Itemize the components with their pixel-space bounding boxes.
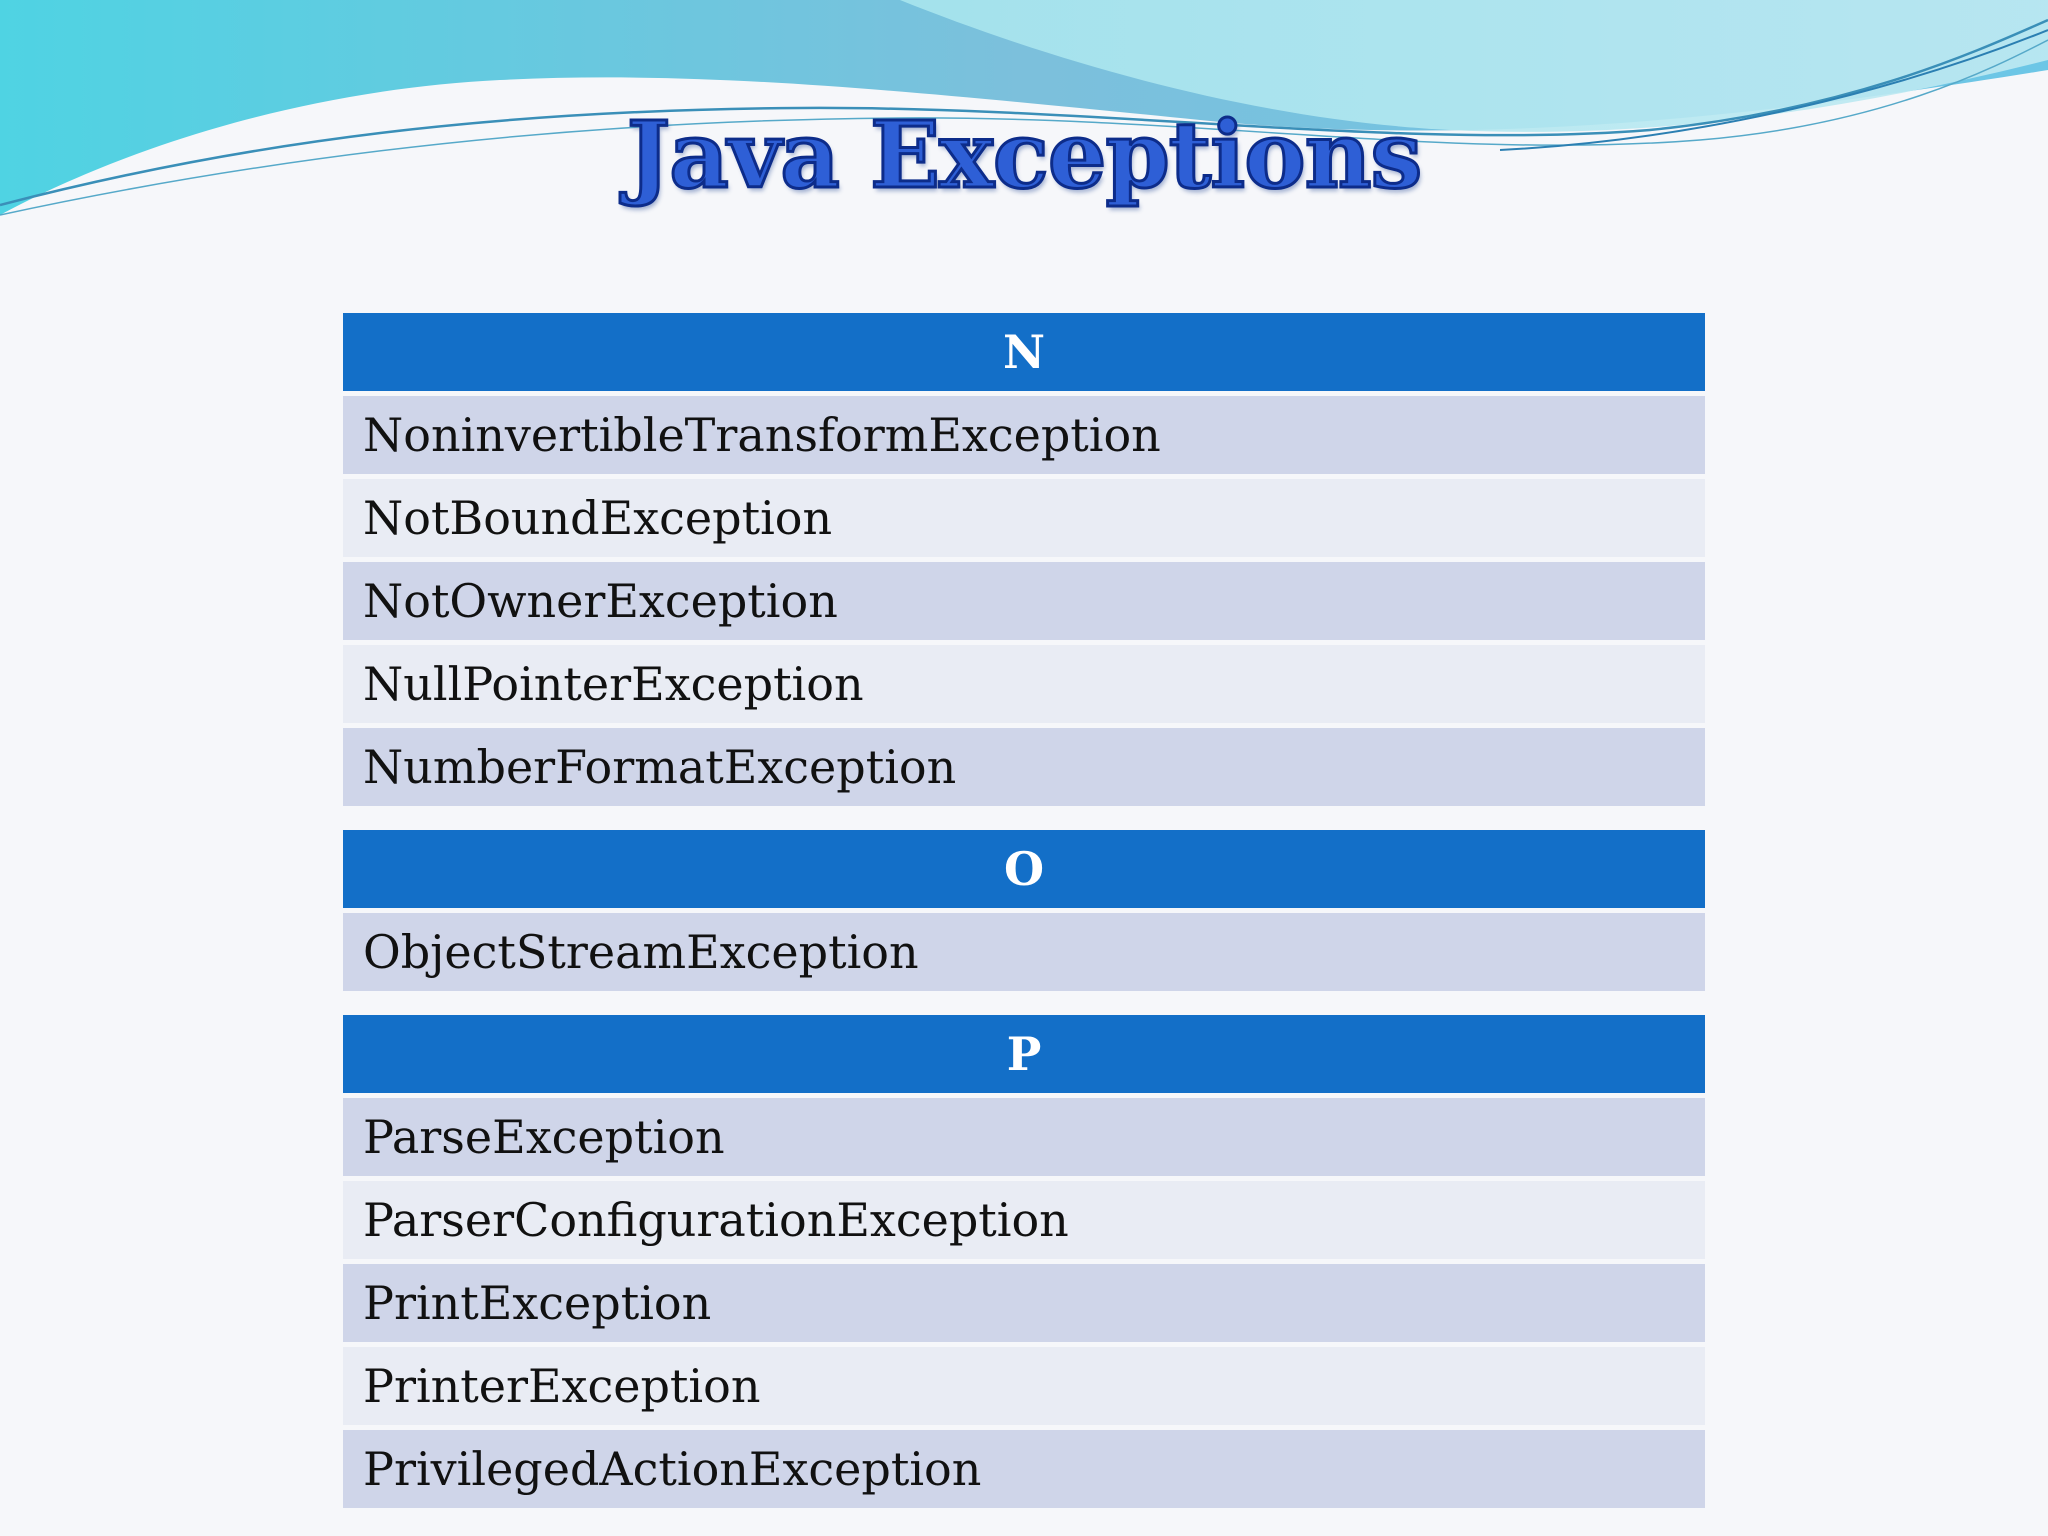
table-row: NotBoundException — [343, 479, 1705, 557]
table-row: ParseException — [343, 1098, 1705, 1176]
section-o — [343, 830, 1705, 991]
section-p — [343, 1015, 1705, 1508]
table-row: NoninvertibleTransformException — [343, 396, 1705, 474]
table-row: NotOwnerException — [343, 562, 1705, 640]
table-row: PrinterException — [343, 1347, 1705, 1425]
table-row: ParserConfigurationException — [343, 1181, 1705, 1259]
table-row: PrintException — [343, 1264, 1705, 1342]
section-header: N — [343, 313, 1705, 391]
table-row: PrivilegedActionException — [343, 1430, 1705, 1508]
section-n — [343, 313, 1705, 806]
section-header: P — [343, 1015, 1705, 1093]
table-row: ObjectStreamException — [343, 913, 1705, 991]
exception-table — [343, 313, 1705, 1508]
table-row: NumberFormatException — [343, 728, 1705, 806]
section-header: O — [343, 830, 1705, 908]
slide-title: Java Exceptions — [626, 101, 1422, 209]
table-row: NullPointerException — [343, 645, 1705, 723]
